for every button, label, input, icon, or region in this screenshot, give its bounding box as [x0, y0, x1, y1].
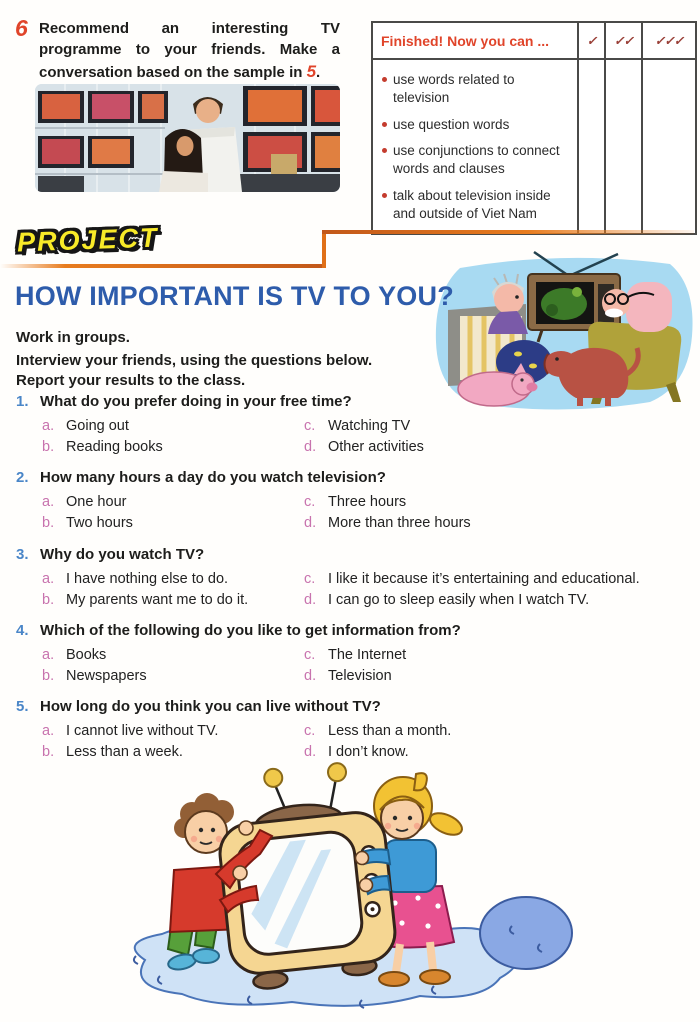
checklist-header-row [373, 23, 695, 60]
woman-figure [159, 129, 208, 192]
instruction-line-2: Report your results to the class. [16, 371, 246, 389]
checklist-item: talk about television inside and outside of Viet Nam [382, 187, 571, 223]
checkmark-col-3: ✓✓✓ [641, 23, 695, 58]
option-d: d. More than three hours [304, 515, 471, 532]
divider-line-vertical [322, 230, 326, 268]
family-watching-tv-art [430, 246, 698, 412]
question-text: Why do you watch TV? [40, 545, 205, 563]
question-2 [16, 469, 686, 532]
option-d: d. Television [304, 667, 392, 684]
instruction-line-1: Interview your friends, using the questions below. [16, 352, 373, 369]
checkmark-cell-3 [641, 60, 695, 233]
question-number: 5. [16, 698, 29, 715]
option-c: c. Watching TV [304, 418, 411, 434]
project-badge: PROJECT [16, 222, 159, 258]
checklist-item: use conjunctions to connect words and clauses [382, 142, 571, 178]
option-b: b. Newspapers [42, 667, 147, 684]
checkmark-cell-2 [604, 60, 641, 233]
checkmark-col-2: ✓✓ [604, 23, 641, 58]
option-c: c. Less than a month. [304, 723, 452, 739]
question-4 [16, 622, 686, 685]
project-title: HOW IMPORTANT IS TV TO YOU? [15, 281, 454, 311]
divider-line-right [322, 230, 694, 234]
questions-list [16, 393, 686, 774]
tv-screens-right [240, 86, 340, 192]
checklist-header: Finished! Now you can ... [381, 33, 550, 49]
exercise-reference-number: 5 [306, 62, 317, 82]
question-text: Which of the following do you like to get information from? [40, 621, 461, 639]
question-number: 4. [16, 621, 29, 639]
exercise-instruction-period: . [316, 64, 321, 82]
checkmark-col-1: ✓ [577, 23, 604, 58]
question-number: 3. [16, 545, 29, 563]
checklist-item: use words related to television [382, 71, 571, 107]
exercise-instruction [39, 19, 340, 84]
divider-line-left [0, 264, 326, 268]
question-text: How long do you think you can live without TV? [40, 698, 381, 715]
tv-shop-photo-art [35, 84, 340, 192]
instruction-interview [16, 351, 372, 391]
kids-carrying-tv-cartoon [100, 748, 580, 1022]
question-1 [16, 393, 686, 456]
exercise-instruction-text: Recommend an interesting TV programme to your friends. Make a conversation based on the sample in [39, 20, 340, 82]
checklist-item: use question words [382, 116, 571, 134]
option-a: a. Books [42, 646, 107, 663]
question-number: 2. [16, 469, 29, 487]
checklist-body-row [373, 60, 695, 233]
kids-carrying-tv-art [100, 748, 580, 1022]
checklist-items [373, 60, 577, 233]
option-c: c. The Internet [304, 646, 407, 663]
checkmark-cell-1 [577, 60, 604, 233]
option-a: a. I cannot live without TV. [42, 723, 219, 739]
option-c: c. I like it because it’s entertaining and educational. [304, 570, 640, 587]
family-watching-tv-cartoon [430, 246, 698, 412]
option-b: b. Two hours [42, 515, 133, 532]
option-a: a. I have nothing else to do. [42, 570, 229, 587]
option-b: b. My parents want me to do it. [42, 591, 249, 608]
question-text: How many hours a day do you watch television? [40, 469, 386, 487]
question-number: 1. [16, 393, 29, 410]
option-c: c. Three hours [304, 494, 407, 511]
option-d: d. Other activities [304, 439, 424, 456]
exercise-number: 6 [15, 15, 28, 41]
option-d: d. I can go to sleep easily when I watch TV. [304, 591, 590, 608]
question-text: What do you prefer doing in your free time? [40, 393, 352, 410]
tv-shop-photo [35, 84, 340, 192]
option-a: a. One hour [42, 494, 127, 511]
option-d: d. I don’t know. [304, 744, 409, 761]
option-b: b. Less than a week. [42, 744, 183, 761]
question-3 [16, 546, 686, 609]
option-b: b. Reading books [42, 439, 163, 456]
instruction-work-in-groups: Work in groups. [16, 329, 130, 346]
option-a: a. Going out [42, 418, 129, 434]
checklist-table [371, 21, 697, 235]
